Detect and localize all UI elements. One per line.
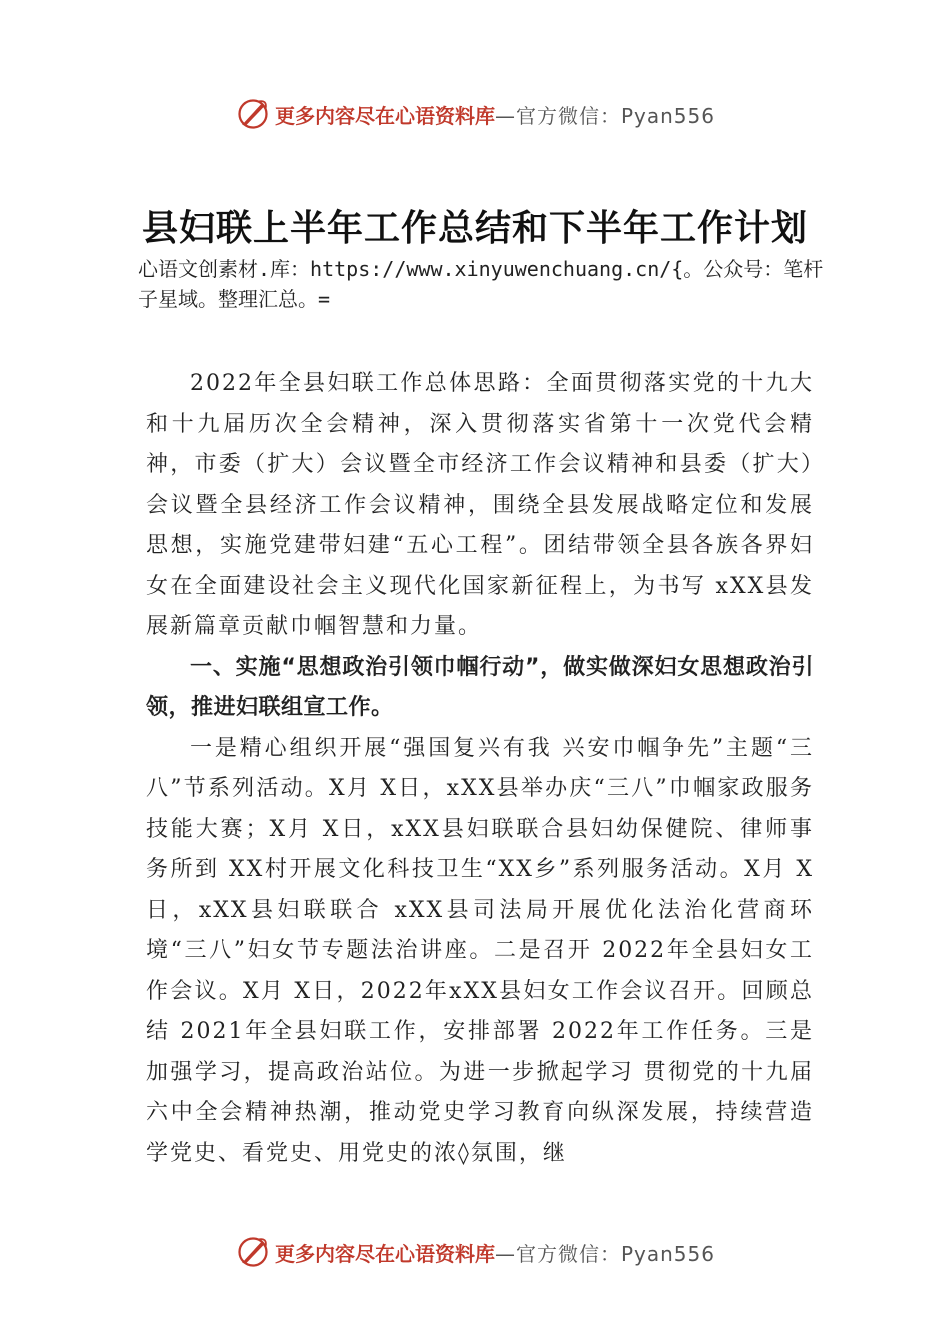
banner-wechat-text: —官方微信：Pyan556 bbox=[494, 1241, 715, 1266]
header-banner bbox=[0, 94, 950, 134]
source-line: 心语文创素材.库：https://www.xinyuwenchuang.cn/{。公众号：笔杆子星域。整理汇总。= bbox=[138, 257, 824, 311]
quill-logo-icon bbox=[235, 96, 271, 132]
banner-wechat-text: —官方微信：Pyan556 bbox=[494, 103, 715, 128]
section-paragraph: 一是精心组织开展“强国复兴有我 兴安巾帼争先”主题“三八”节系列活动。X月 X日，xXX县举办庆“三八”巾帼家政服务技能大赛；X月 X日，xXX县妇联联合县妇幼保健院、律师事务所到 XX村开展文化科技卫生“XX乡”系列服务活动。X月 X日，xXX县妇联联合 xXX县司法局开展优化法治化营商环境“三八”妇女节专题法治讲座。二是召开 2022年全县妇女工作会议。X月 X日，2022年xXX县妇女工作会议召开。回顾总结 2021年全县妇联工作，安排部署 2022年工作任务。三是加强学习，提高政治站位。为进一步掀起学习 贯彻党的十九届六中全会精神热潮，推动党史学习教育向纵深发展，持续营造学党史、看党史、用党史的浓◊氛围，继 bbox=[146, 735, 814, 1166]
intro-paragraph: 2022年全县妇联工作总体思路：全面贯彻落实党的十九大和十九届历次全会精神，深入贯彻落实省第十一次党代会精神，市委（扩大）会议暨全市经济工作会议精神和县委（扩大）会议暨全县经济工作会议精神，围绕全县发展战略定位和发展思想，实施党建带妇建“五心工程”。团结带领全县各族各界妇女在全面建设社会主义现代化国家新征程上，为书写 xXX县发展新篇章贡献巾帼智慧和力量。 bbox=[146, 371, 814, 639]
document-title: 县妇联上半年工作总结和下半年工作计划 bbox=[141, 207, 808, 249]
quill-logo-icon bbox=[235, 1234, 271, 1270]
banner-promo-text: 更多内容尽在心语资料库 bbox=[274, 1241, 495, 1266]
footer-banner bbox=[0, 1232, 950, 1272]
section-heading: 一、实施“思想政治引领巾帼行动”，做实做深妇女思想政治引领，推进妇联组宣工作。 bbox=[146, 654, 814, 720]
document-body bbox=[146, 364, 814, 1174]
banner-promo-text: 更多内容尽在心语资料库 bbox=[274, 103, 495, 128]
